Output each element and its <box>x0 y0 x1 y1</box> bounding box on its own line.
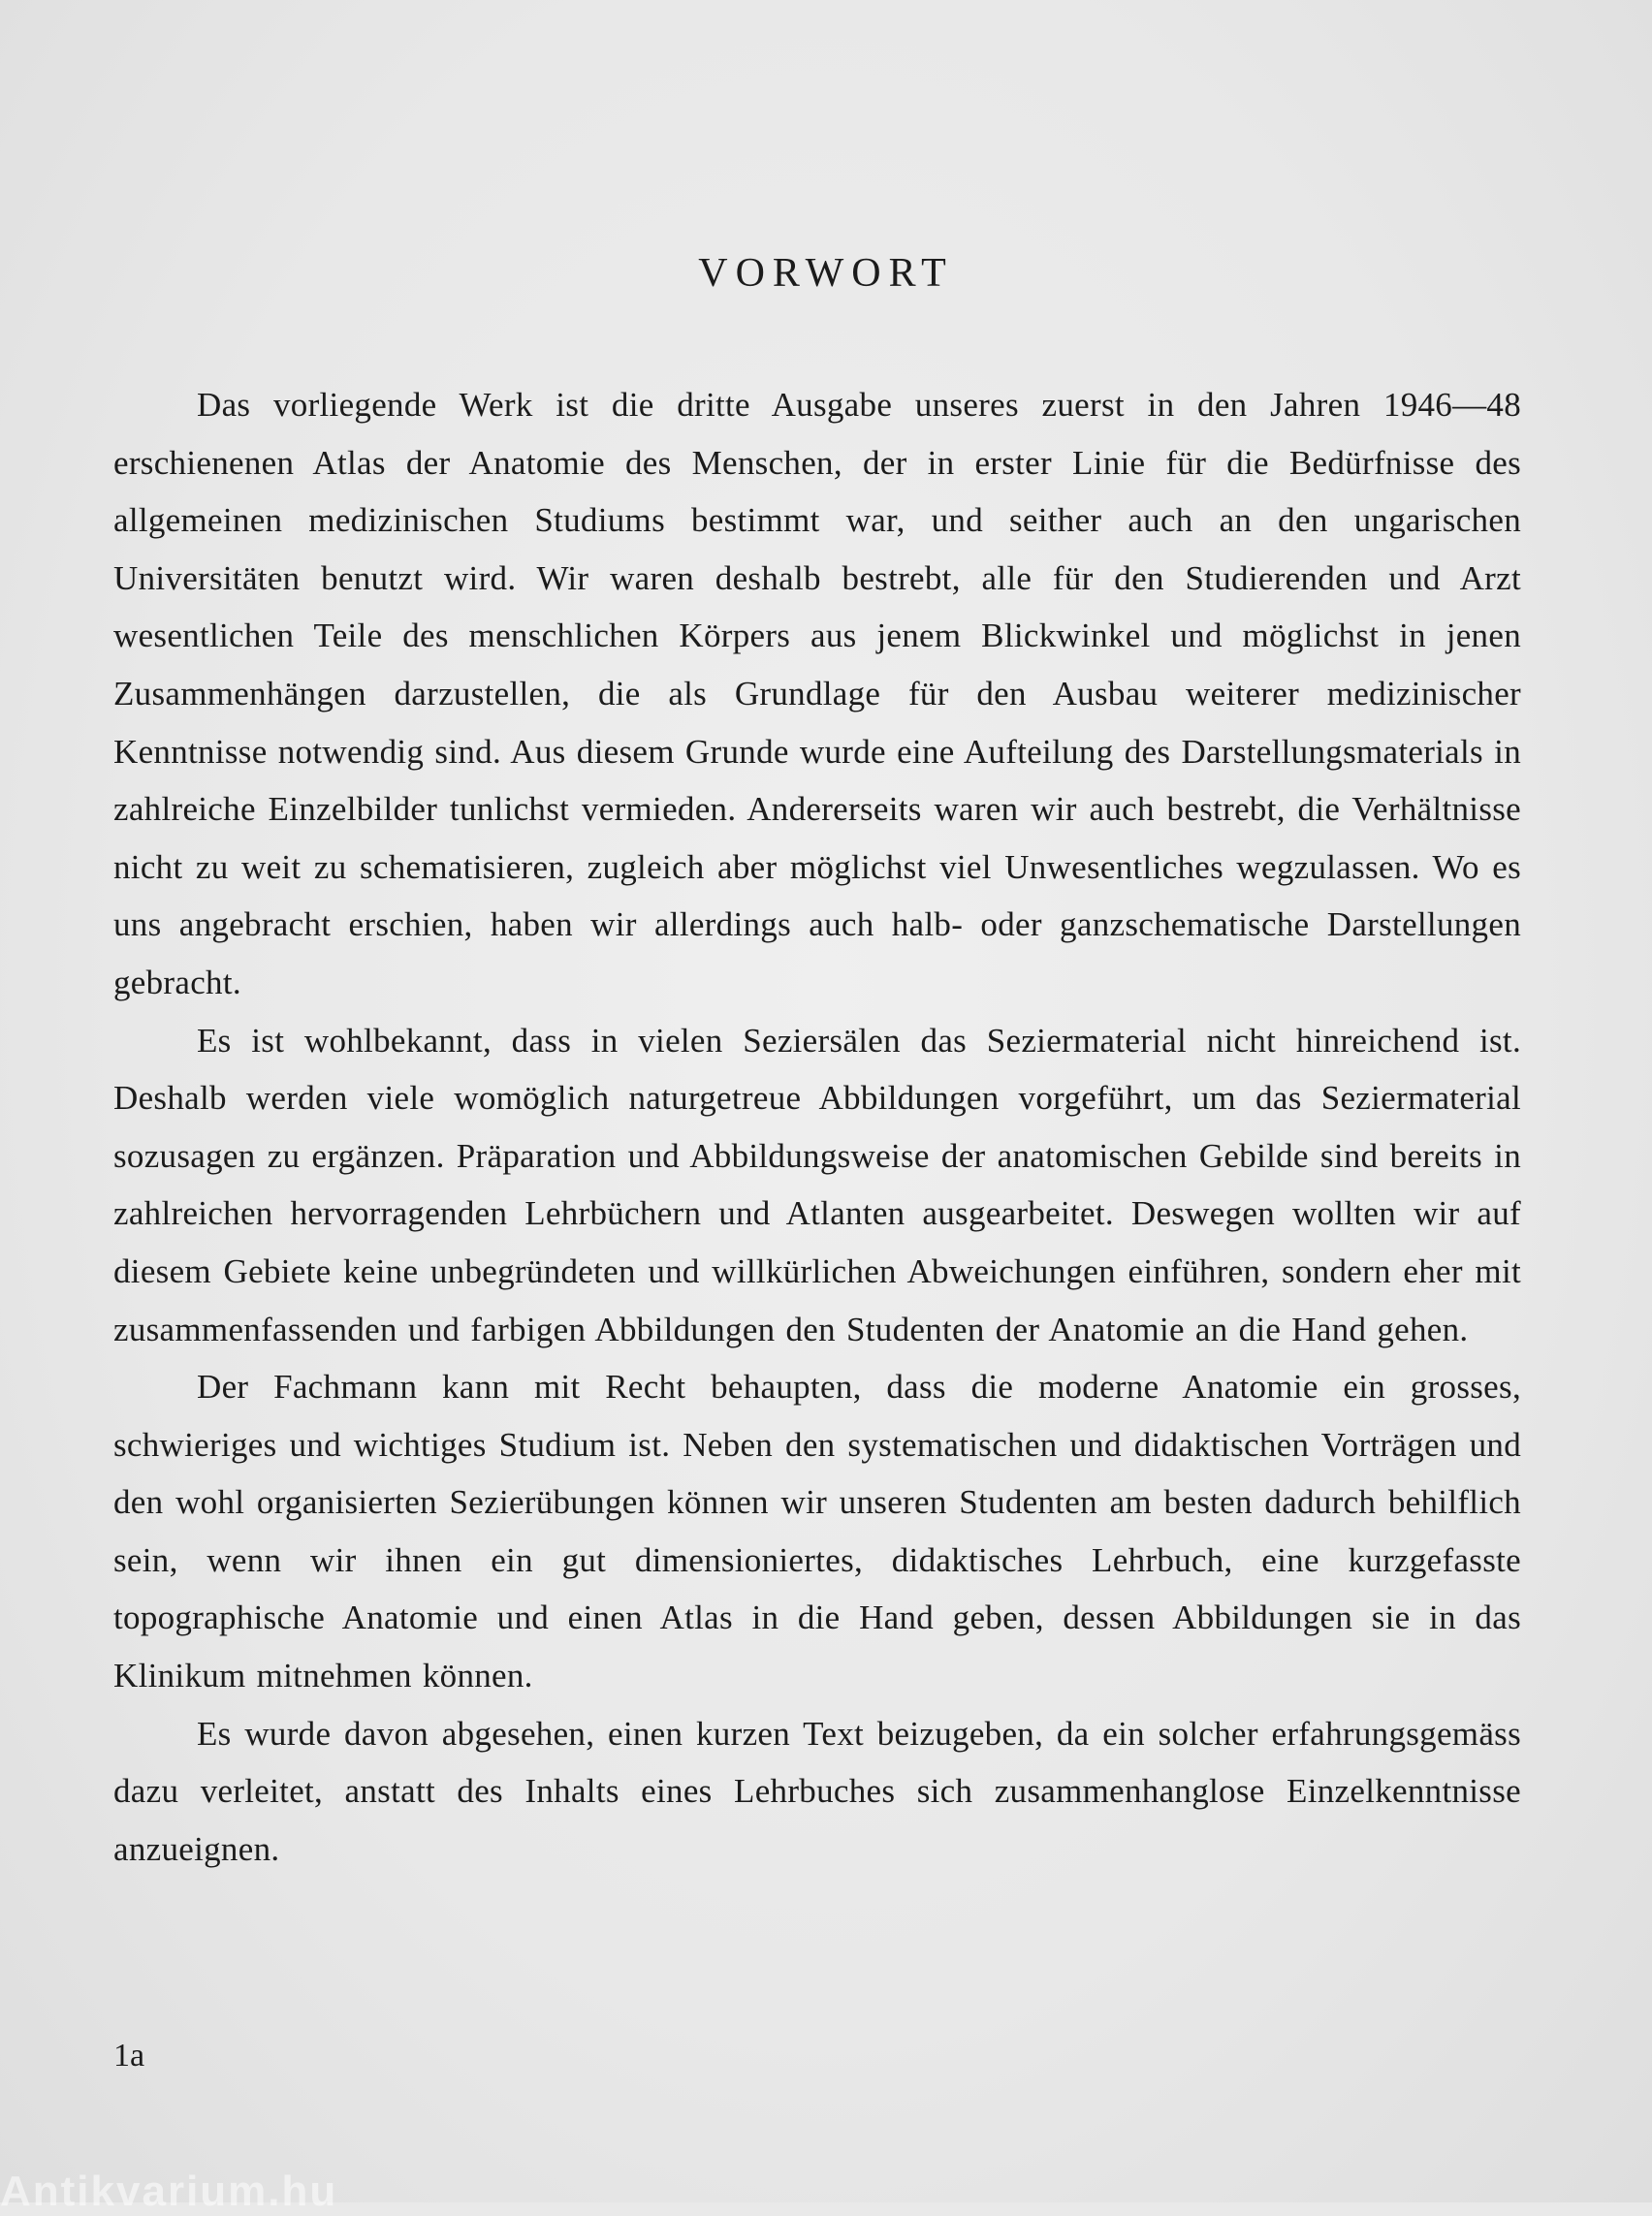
paragraph-2: Es ist wohlbekannt, dass in vielen Seziersälen das Seziermaterial nicht hinreichend ist. Deshalb werden viele womöglich naturgetreue Abbildungen vorgeführt, um das Seziermaterial sozusagen zu ergänzen. Präparation und Abbildungsweise der anatomischen Gebilde sind bereits in zahlreichen hervorragenden Lehrbüchern und Atlanten ausgearbeitet. Deswegen wollten wir auf diesem Gebiete keine unbegründeten und willkürlichen Abweichungen einführen, sondern eher mit zusammenfassenden und farbigen Abbildungen den Studenten der Anatomie an die Hand gehen. <box>113 1021 1521 1348</box>
paragraph-4: Es wurde davon abgesehen, einen kurzen Text beizugeben, da ein solcher erfahrungsgemäss dazu verleitet, anstatt des Inhalts eines Lehrbuches sich zusammenhanglose Einzelkenntnisse anzueignen. <box>113 1714 1521 1868</box>
paragraph-1: Das vorliegende Werk ist die dritte Ausgabe unseres zuerst in den Jahren 1946—48 erschienenen Atlas der Anatomie des Menschen, der in erster Linie für die Bedürfnisse des allgemeinen medizinischen Studiums bestimmt war, und seither auch an den ungarischen Universitäten benutzt wird. Wir waren deshalb bestrebt, alle für den Studierenden und Arzt wesentlichen Teile des menschlichen Körpers aus jenem Blickwinkel und möglichst in jenen Zusammenhängen darzustellen, die als Grundlage für den Ausbau weiterer medizinischer Kenntnisse notwendig sind. Aus diesem Grunde wurde eine Aufteilung des Darstellungsmaterials in zahlreiche Einzelbilder tunlichst vermieden. Andererseits waren wir auch bestrebt, die Verhältnisse nicht zu weit zu schematisieren, zugleich aber möglichst viel Unwesentliches wegzulassen. Wo es uns angebracht erschien, haben wir allerdings auch halb- oder ganzschematische Darstellungen gebracht. <box>113 386 1521 1001</box>
page-number: 1a <box>113 2038 145 2074</box>
watermark-logo: Antikvarium.hu <box>0 2168 338 2215</box>
page-title: VORWORT <box>698 251 954 296</box>
preface-body <box>113 376 1521 1878</box>
paragraph-3: Der Fachmann kann mit Recht behaupten, dass die moderne Anatomie ein grosses, schwieriges und wichtiges Studium ist. Neben den systematischen und didaktischen Vorträgen und den wohl organisierten Sezierübungen können wir unseren Studenten am besten dadurch behilflich sein, wenn wir ihnen ein gut dimensioniertes, didaktisches Lehrbuch, eine kurzgefasste topographische Anatomie und einen Atlas in die Hand geben, dessen Abbildungen sie in das Klinikum mitnehmen können. <box>113 1368 1521 1695</box>
